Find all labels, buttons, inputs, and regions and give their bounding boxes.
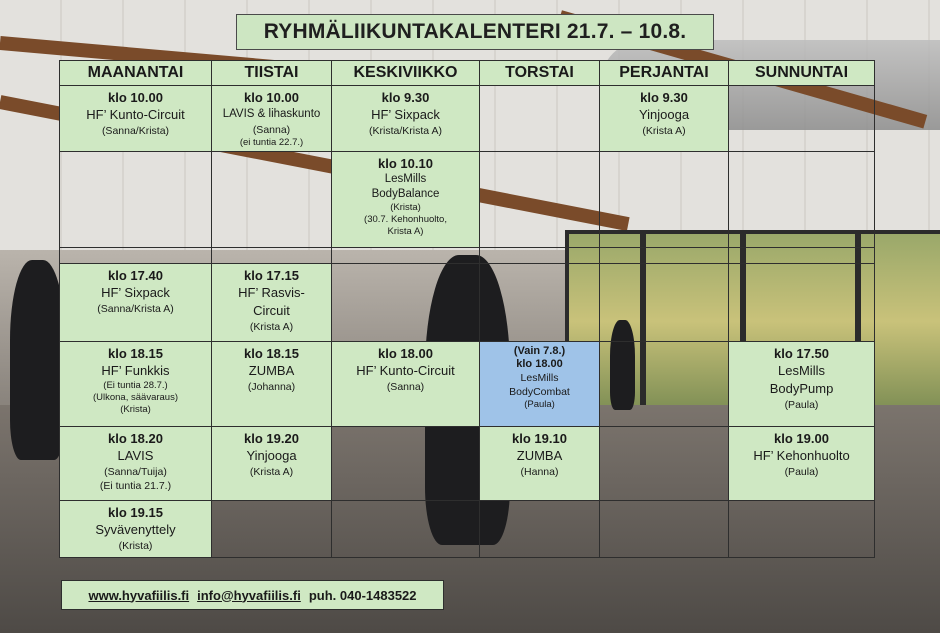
- class-time: klo 17.40: [108, 268, 163, 283]
- empty-cell: [600, 427, 729, 501]
- class-cell: [729, 427, 875, 501]
- class-time: klo 19.10: [512, 431, 567, 446]
- empty-cell: [729, 501, 875, 558]
- table-row: [60, 264, 875, 342]
- class-name: Yinjooga: [638, 107, 690, 122]
- class-instructor: (Krista): [118, 540, 153, 552]
- empty-cell: [60, 152, 212, 248]
- class-instructor: (Sanna): [252, 124, 291, 136]
- empty-cell: [332, 427, 480, 501]
- class-name: Syvävenyttely: [95, 522, 176, 537]
- class-instructor: (Krista): [390, 202, 421, 213]
- class-name: HF’ Sixpack: [371, 107, 440, 122]
- class-cell: [60, 342, 212, 427]
- class-name: LesMills: [384, 173, 427, 185]
- empty-cell: [600, 248, 729, 264]
- class-cell: [600, 86, 729, 152]
- empty-cell: [729, 152, 875, 248]
- class-note: (ei tuntia 22.7.): [239, 137, 304, 148]
- table-row: [60, 248, 875, 264]
- class-note: (Vain 7.8.): [513, 345, 566, 357]
- day-header-tuesday: TIISTAI: [212, 61, 332, 86]
- class-instructor: (Hanna): [520, 466, 559, 478]
- class-cell: [212, 86, 332, 152]
- class-time: klo 9.30: [640, 90, 688, 105]
- class-time: klo 19.00: [774, 431, 829, 446]
- class-instructor: (Paula): [524, 399, 555, 410]
- class-name: BodyBalance: [371, 188, 440, 200]
- header-row: [60, 61, 875, 86]
- class-name: LAVIS & lihaskunto: [222, 108, 321, 120]
- empty-cell: [480, 248, 600, 264]
- class-time: klo 18.15: [108, 346, 163, 361]
- empty-cell: [60, 248, 212, 264]
- class-instructor: (Paula): [784, 399, 819, 411]
- class-cell: [60, 427, 212, 501]
- class-cell: [60, 86, 212, 152]
- class-name: HF’ Kehonhuolto: [753, 448, 850, 463]
- table-row: [60, 152, 875, 248]
- class-time: klo 10.00: [108, 90, 163, 105]
- empty-cell: [212, 248, 332, 264]
- class-name: HF’ Rasvis-: [238, 285, 305, 300]
- class-time: klo 19.15: [108, 505, 163, 520]
- empty-cell: [600, 264, 729, 342]
- person-silhouette: [10, 260, 65, 460]
- empty-cell: [729, 248, 875, 264]
- class-instructor: (Sanna/Krista): [101, 125, 170, 137]
- class-instructor: (Krista/Krista A): [369, 125, 442, 137]
- class-name: BodyCombat: [509, 386, 570, 398]
- day-header-thursday: TORSTAI: [480, 61, 600, 86]
- class-time: klo 10.00: [244, 90, 299, 105]
- class-time: klo 17.15: [244, 268, 299, 283]
- class-instructor: (Krista A): [249, 321, 294, 333]
- empty-cell: [600, 501, 729, 558]
- day-header-friday: PERJANTAI: [600, 61, 729, 86]
- class-time: klo 19.20: [244, 431, 299, 446]
- empty-cell: [332, 501, 480, 558]
- class-name: ZUMBA: [516, 448, 563, 463]
- empty-cell: [480, 501, 600, 558]
- empty-cell: [480, 86, 600, 152]
- class-name: ZUMBA: [248, 363, 295, 378]
- class-cell: [60, 501, 212, 558]
- website-link[interactable]: www.hyvafiilis.fi: [88, 587, 190, 603]
- class-note: (Ulkona, säävaraus): [92, 392, 178, 403]
- class-cell: [332, 152, 480, 248]
- class-cell: [212, 342, 332, 427]
- class-cell: [212, 264, 332, 342]
- class-name: LAVIS: [117, 448, 154, 463]
- class-name: LesMills: [520, 372, 559, 384]
- class-cell: [729, 342, 875, 427]
- class-instructor: (Krista A): [642, 125, 686, 137]
- class-cell: [332, 342, 480, 427]
- empty-cell: [600, 342, 729, 427]
- schedule-table: [59, 60, 875, 558]
- class-cell: [212, 427, 332, 501]
- class-note: (30.7. Kehonhuolto,: [364, 214, 447, 225]
- class-time: klo 18.00: [378, 346, 433, 361]
- table-row: [60, 342, 875, 427]
- class-name: HF’ Kunto-Circuit: [356, 363, 455, 378]
- class-time: klo 10.10: [378, 156, 433, 171]
- class-name: HF’ Funkkis: [101, 363, 170, 378]
- class-name: Circuit: [253, 303, 290, 318]
- empty-cell: [600, 152, 729, 248]
- empty-cell: [332, 248, 480, 264]
- empty-cell: [212, 152, 332, 248]
- empty-cell: [480, 264, 600, 342]
- contact-footer: [61, 580, 444, 610]
- email-link[interactable]: info@hyvafiilis.fi: [197, 587, 301, 603]
- class-cell-highlighted: [480, 342, 600, 427]
- class-name: HF’ Sixpack: [101, 285, 170, 300]
- day-header-monday: MAANANTAI: [60, 61, 212, 86]
- class-name: Yinjooga: [246, 448, 297, 463]
- class-name: HF’ Kunto-Circuit: [86, 107, 185, 122]
- table-row: [60, 86, 875, 152]
- empty-cell: [729, 86, 875, 152]
- class-time: klo 18.00: [516, 358, 563, 370]
- class-cell: [60, 264, 212, 342]
- day-header-wednesday: KESKIVIIKKO: [332, 61, 480, 86]
- class-instructor: (Krista): [120, 404, 151, 415]
- class-cell: [332, 86, 480, 152]
- class-time: klo 18.20: [108, 431, 163, 446]
- class-instructor: (Sanna/Krista A): [97, 303, 174, 315]
- phone-number: puh. 040-1483522: [308, 587, 417, 603]
- class-cell: [480, 427, 600, 501]
- class-note: (Ei tuntia 21.7.): [99, 480, 172, 492]
- class-name: LesMills: [778, 363, 825, 378]
- class-instructor: (Krista A): [249, 466, 294, 478]
- class-time: klo 9.30: [381, 90, 430, 105]
- day-header-sunday: SUNNUNTAI: [729, 61, 875, 86]
- class-note: (Ei tuntia 28.7.): [103, 380, 168, 391]
- class-instructor: (Sanna): [386, 381, 425, 393]
- class-note: Krista A): [387, 226, 424, 237]
- table-row: [60, 427, 875, 501]
- class-name: BodyPump: [769, 381, 834, 396]
- page-title: RYHMÄLIIKUNTAKALENTERI 21.7. – 10.8.: [236, 14, 714, 50]
- empty-cell: [332, 264, 480, 342]
- class-instructor: (Paula): [784, 466, 819, 478]
- class-time: klo 17.50: [774, 346, 829, 361]
- class-instructor: (Johanna): [247, 381, 296, 393]
- empty-cell: [212, 501, 332, 558]
- class-time: klo 18.15: [244, 346, 299, 361]
- empty-cell: [729, 264, 875, 342]
- table-row: [60, 501, 875, 558]
- class-instructor: (Sanna/Tuija): [104, 466, 167, 478]
- empty-cell: [480, 152, 600, 248]
